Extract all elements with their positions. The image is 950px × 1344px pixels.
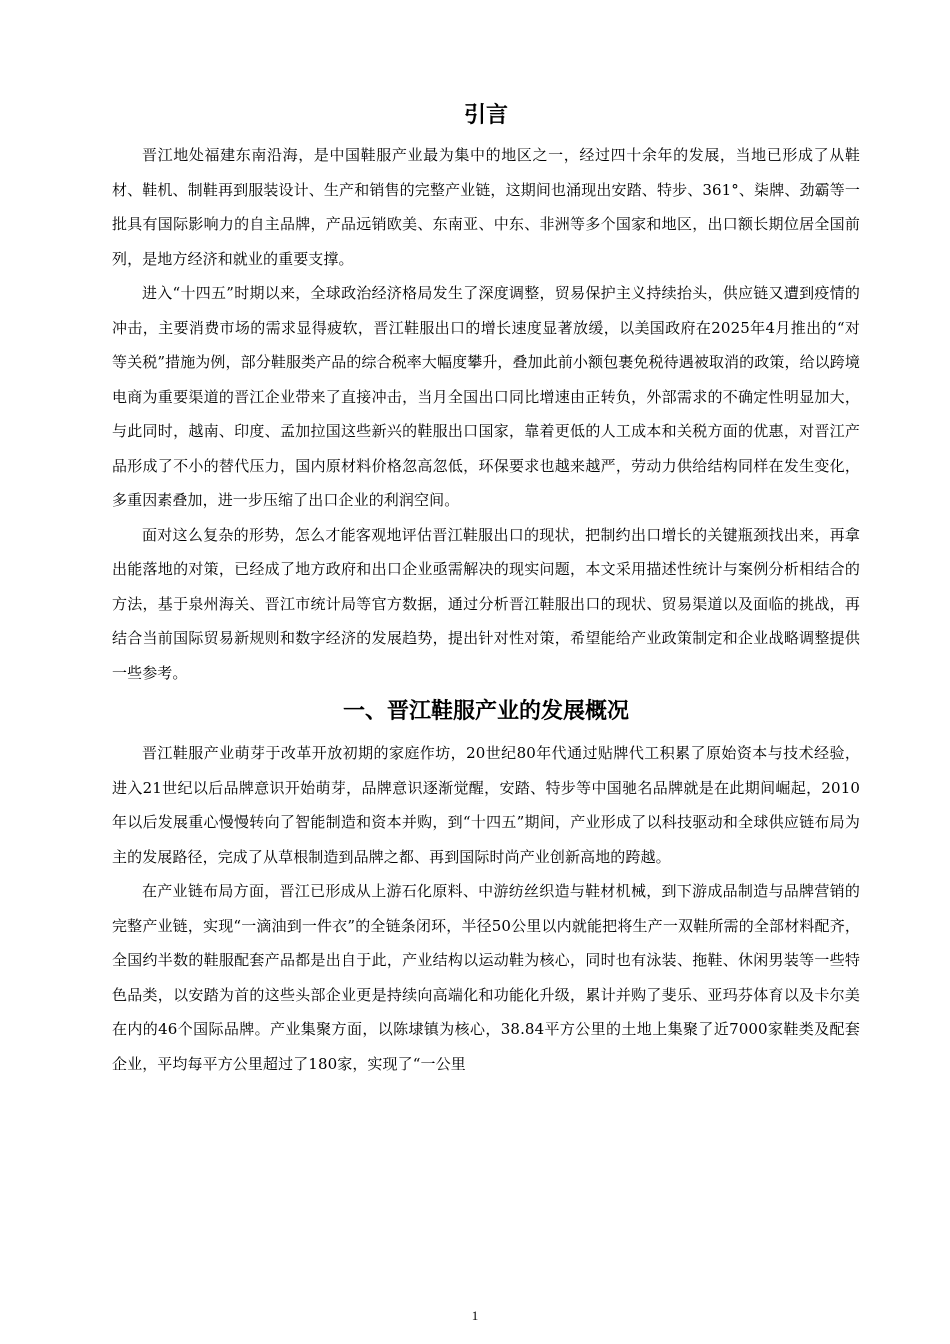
section-1-paragraph-1: 晋江鞋服产业萌芽于改革开放初期的家庭作坊，20世纪80年代通过贴牌代工积累了原始资本与技术经验，进入21世纪以后品牌意识开始萌芽，品牌意识逐渐觉醒，安踏、特步等中国驰名品牌就是在此期间崛起，2010年以后发展重心慢慢转向了智能制造和资本并购，到“十四五”期间，产业形成了以科技驱动和全球供应链布局为主的发展路径，完成了从草根制造到品牌之都、再到国际时尚产业创新高地的跨越。 <box>112 744 860 866</box>
intro-paragraph-2: 进入“十四五”时期以来，全球政治经济格局发生了深度调整，贸易保护主义持续抬头，供应链又遭到疫情的冲击，主要消费市场的需求显得疲软，晋江鞋服出口的增长速度显著放缓，以美国政府在2025年4月推出的“对等关税”措施为例，部分鞋服类产品的综合税率大幅度攀升，叠加此前小额包裹免税待遇被取消的政策，给以跨境电商为重要渠道的晋江企业带来了直接冲击，当月全国出口同比增速由正转负，外部需求的不确定性明显加大，与此同时，越南、印度、孟加拉国这些新兴的鞋服出口国家，靠着更低的人工成本和关税方面的优惠，对晋江产品形成了不小的替代压力，国内原材料价格忽高忽低，环保要求也越来越严，劳动力供给结构同样在发生变化，多重因素叠加，进一步压缩了出口企业的利润空间。 <box>112 284 860 509</box>
section-1-paragraph-2: 在产业链布局方面，晋江已形成从上游石化原料、中游纺丝织造与鞋材机械，到下游成品制造与品牌营销的完整产业链，实现“一滴油到一件衣”的全链条闭环，半径50公里以内就能把将生产一双鞋所需的全部材料配齐，全国约半数的鞋服配套产品都是出自于此，产业结构以运动鞋为核心，同时也有泳装、拖鞋、休闲男装等一些特色品类，以安踏为首的这些头部企业更是持续向高端化和功能化升级，累计并购了斐乐、亚玛芬体育以及卡尔美在内的46个国际品牌。产业集聚方面，以陈埭镇为核心，38.84平方公里的土地上集聚了近7000家鞋类及配套企业，平均每平方公里超过了180家，实现了“一公里 <box>112 882 860 1073</box>
section-1-heading: 一、晋江鞋服产业的发展概况 <box>342 699 629 724</box>
intro-paragraph-1: 晋江地处福建东南沿海，是中国鞋服产业最为集中的地区之一，经过四十余年的发展，当地已形成了从鞋材、鞋机、制鞋再到服装设计、生产和销售的完整产业链，这期间也涌现出安踏、特步、361°、柒牌、劲霸等一批具有国际影响力的自主品牌，产品远销欧美、东南亚、中东、非洲等多个国家和地区，出口额长期位居全国前列，是地方经济和就业的重要支撑。 <box>112 146 860 268</box>
page-content <box>112 96 860 1081</box>
intro-heading: 引言 <box>463 103 508 128</box>
page-number: 1 <box>471 1308 479 1323</box>
intro-paragraph-3: 面对这么复杂的形势，怎么才能客观地评估晋江鞋服出口的现状，把制约出口增长的关键瓶颈找出来，再拿出能落地的对策，已经成了地方政府和出口企业亟需解决的现实问题，本文采用描述性统计与案例分析相结合的方法，基于泉州海关、晋江市统计局等官方数据，通过分析晋江鞋服出口的现状、贸易渠道以及面临的挑战，再结合当前国际贸易新规则和数字经济的发展趋势，提出针对性对策，希望能给产业政策制定和企业战略调整提供一些参考。 <box>112 525 860 682</box>
